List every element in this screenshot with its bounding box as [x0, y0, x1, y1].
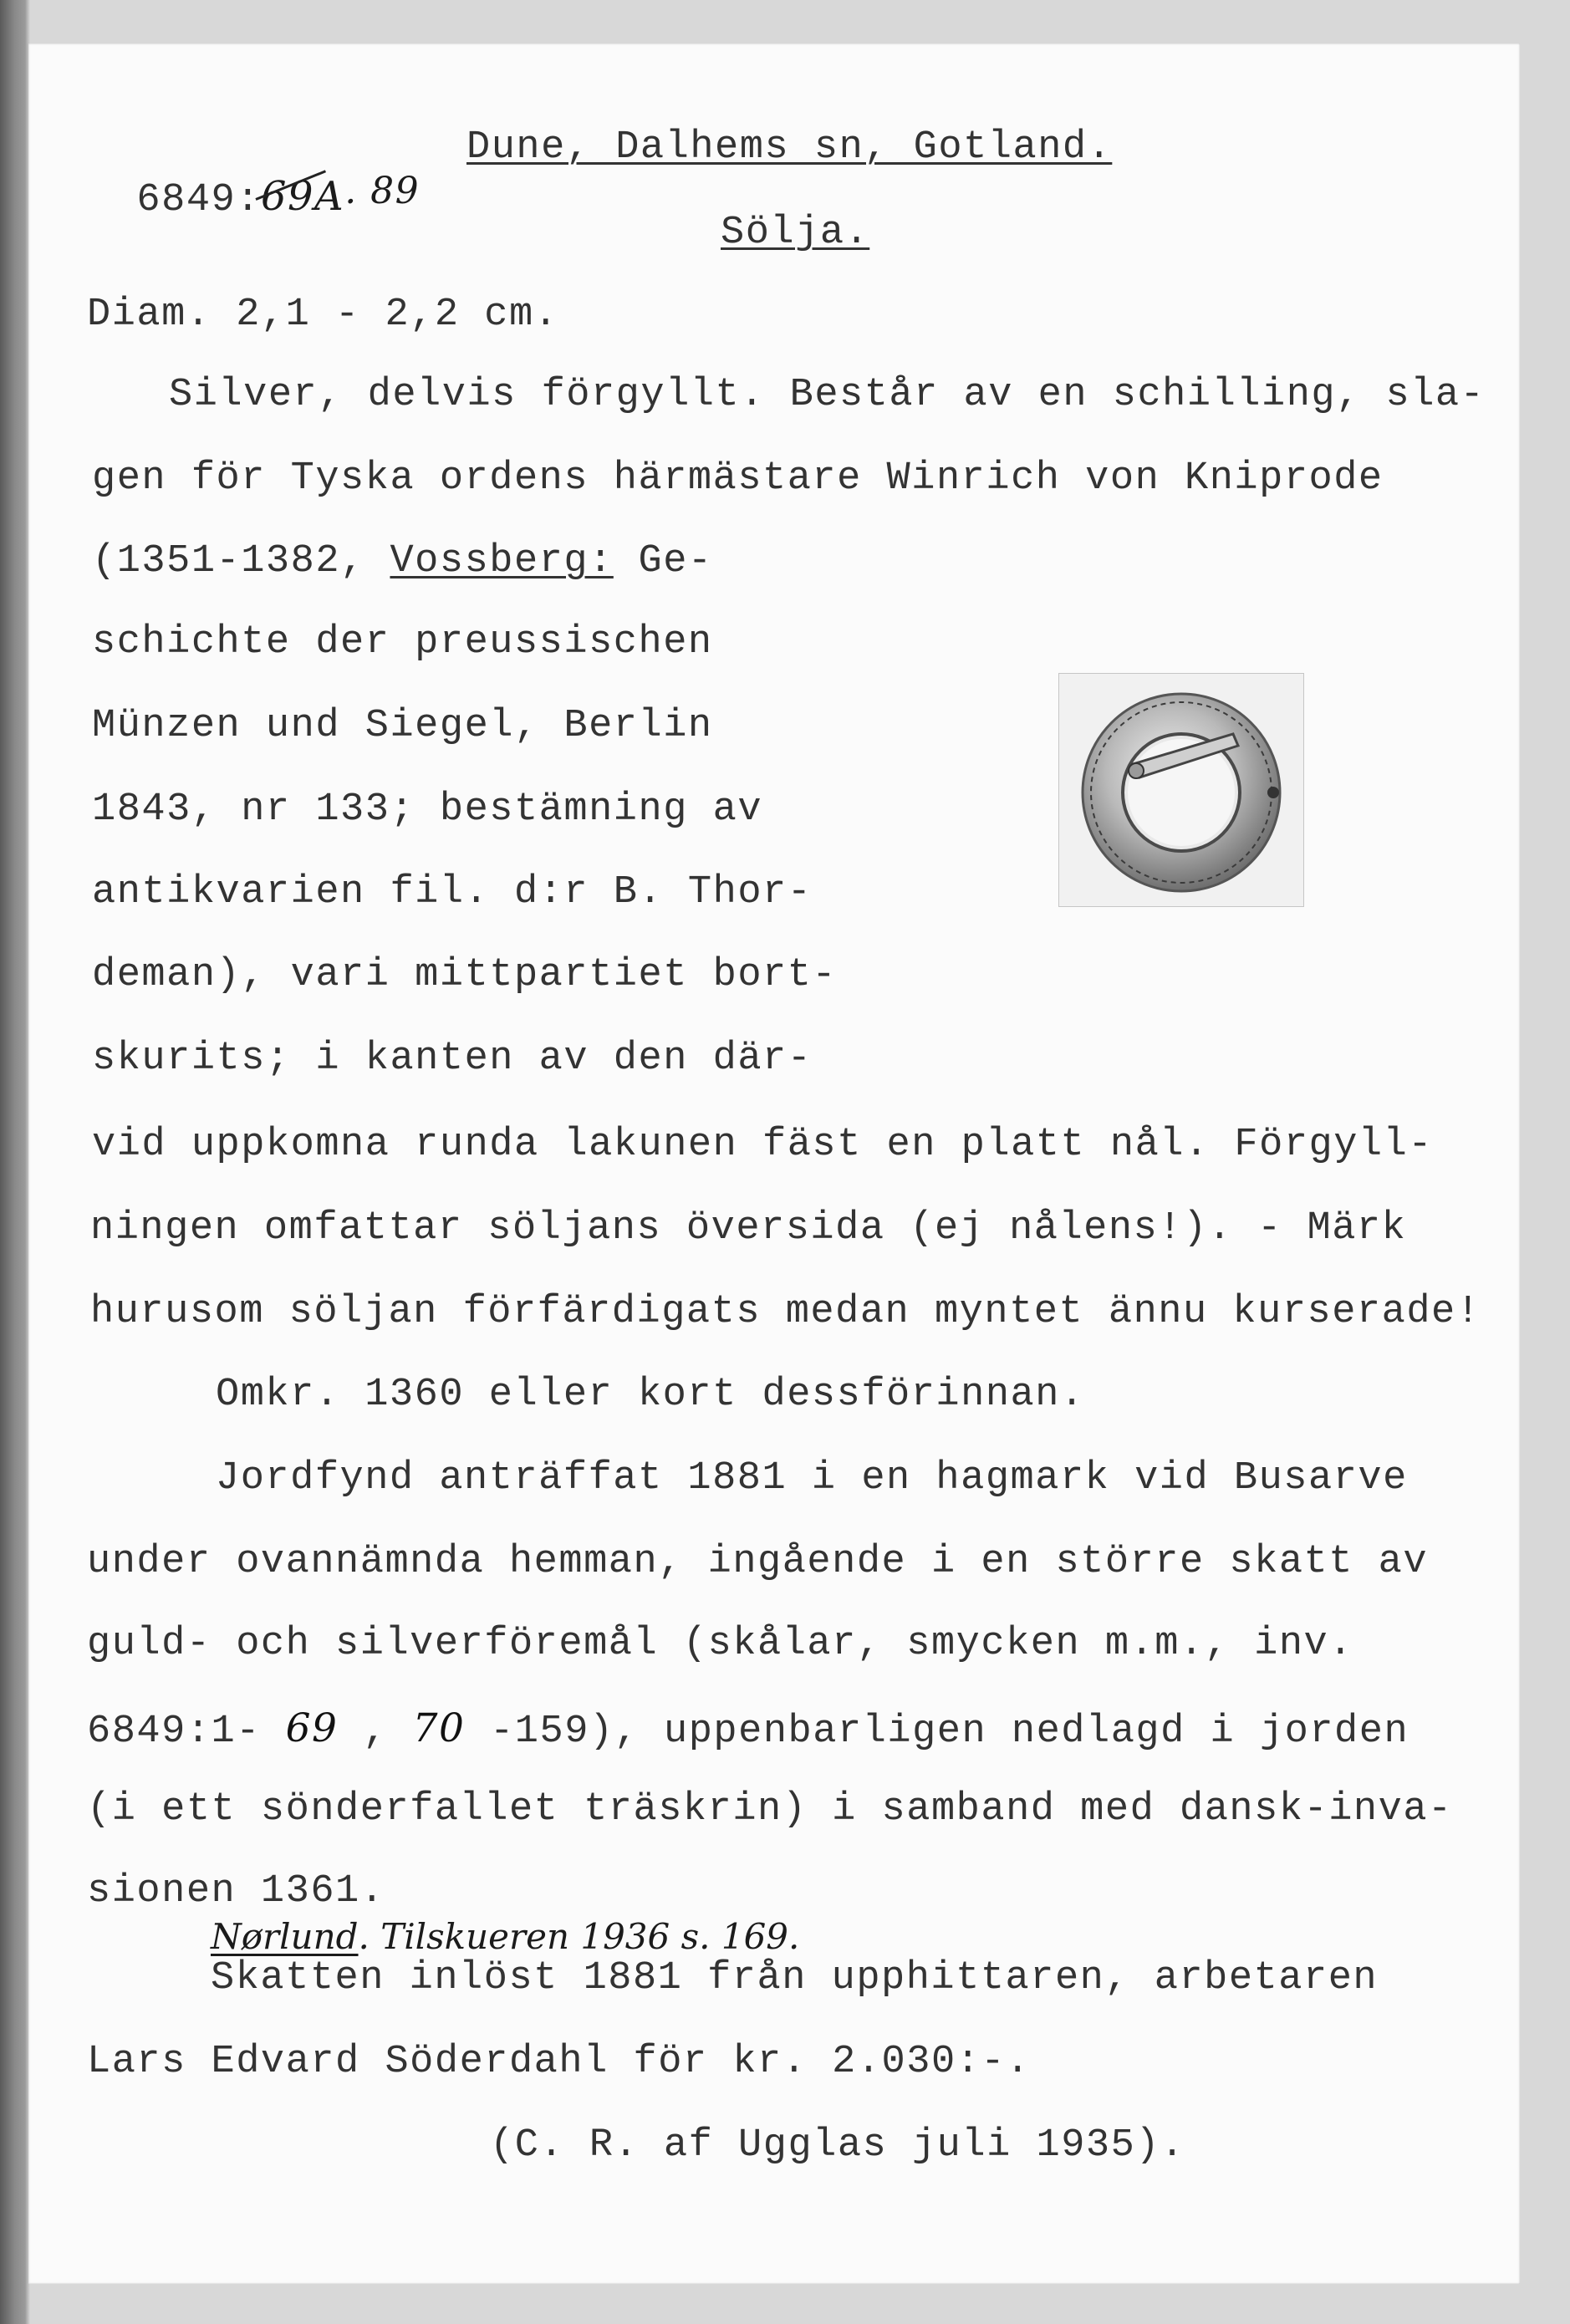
text-line-8: deman), vari mittpartiet bort-: [92, 953, 838, 997]
handwritten-author: Nørlund: [211, 1916, 359, 1957]
text-line-10: vid uppkomna runda lakunen fäst en platt nål. Förgyll-: [92, 1123, 1434, 1167]
redemption-line-1: Skatten inlöst 1881 från upphittaren, arbetaren: [211, 1956, 1379, 2000]
brooch-photo: [1058, 673, 1304, 907]
find-line-5: (i ett sönderfallet träskrin) i samband med dansk-inva-: [87, 1787, 1453, 1832]
find-line-6: sionen 1361.: [87, 1869, 385, 1914]
object-title: Sölja.: [721, 211, 870, 255]
brooch-image: [1059, 674, 1303, 906]
brooch-knob: [1267, 787, 1279, 798]
text-line-7: antikvarien fil. d:r B. Thor-: [92, 870, 813, 915]
find-line-4: 6849:1- 69 , 70 -159), uppenbarligen nedlagd i jorden: [87, 1705, 1409, 1754]
pin-hinge: [1129, 763, 1144, 778]
catalog-number: [87, 125, 420, 222]
text-line-11: ningen omfattar söljans översida (ej nålens!). - Märk: [90, 1206, 1407, 1251]
find-line-3: guld- och silverföremål (skålar, smycken m.m., inv.: [87, 1622, 1353, 1666]
catalog-struck: 69A: [261, 173, 344, 222]
diameter-line: Diam. 2,1 - 2,2 cm.: [87, 293, 559, 337]
catalog-prefix: 6849:: [136, 178, 261, 222]
hand-number-69: 69: [285, 1705, 339, 1751]
text-line-12: hurusom söljan förfärdigats medan myntet ännu kurserade!: [90, 1290, 1481, 1334]
redemption-line-2: Lars Edvard Söderdahl för kr. 2.030:-.: [87, 2040, 1031, 2084]
find-line-2: under ovannämnda hemman, ingående i en större skatt av: [87, 1540, 1429, 1584]
text-line-1: Silver, delvis förgyllt. Består av en schilling, sla-: [169, 373, 1486, 417]
text-line-2: gen för Tyska ordens härmästare Winrich von Kniprode: [92, 456, 1384, 501]
text-line-5: Münzen und Siegel, Berlin: [92, 704, 713, 748]
signature-line: (C. R. af Ugglas juli 1935).: [490, 2123, 1185, 2168]
text-line-6: 1843, nr 133; bestämning av: [92, 787, 763, 832]
find-line-1: Jordfynd anträffat 1881 i en hagmark vid Busarve: [216, 1456, 1408, 1501]
catalog-hand-number: . 89: [344, 170, 421, 212]
vossberg-reference: Vossberg:: [390, 539, 614, 584]
text-line-9: skurits; i kanten av den där-: [92, 1037, 813, 1081]
text-line-3: (1351-1382, Vossberg: Ge-: [92, 539, 713, 584]
text-line-4: schichte der preussischen: [92, 620, 713, 665]
dating-line: Omkr. 1360 eller kort dessförinnan.: [216, 1373, 1085, 1417]
hand-number-70: 70: [412, 1705, 466, 1751]
handwritten-reference: Nørlund. Tilskueren 1936 s. 169.: [211, 1916, 800, 1957]
location-title: Dune, Dalhems sn, Gotland.: [466, 125, 1113, 170]
